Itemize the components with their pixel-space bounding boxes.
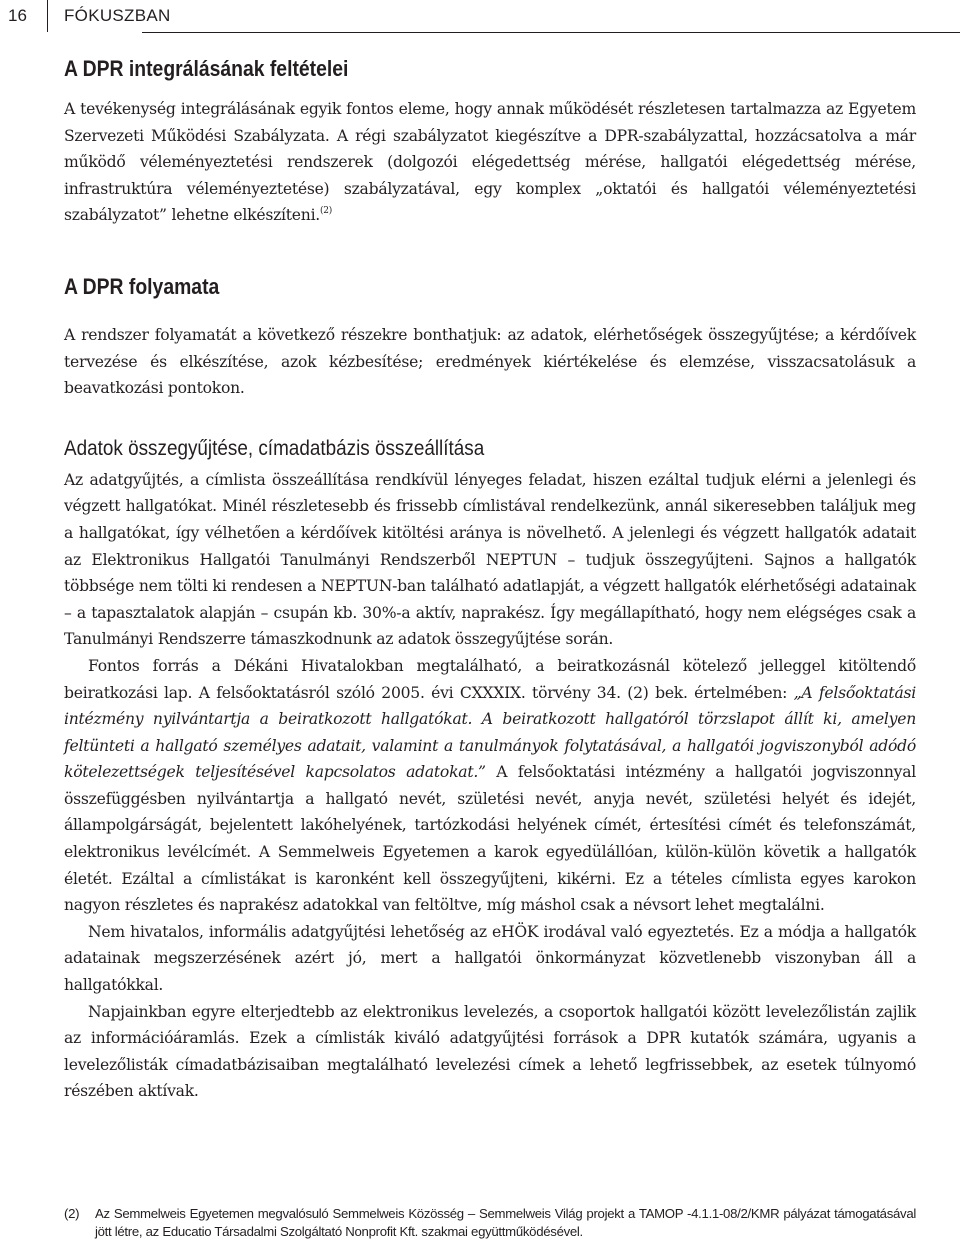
heading-dpr-process: A DPR folyamata [64, 273, 220, 299]
paragraph-dean-office-intro: Fontos forrás a Dékáni Hivatalokban megtalálható, a beiratkozásnál kötelező jelleggel kitöltendő beiratkozási lap. A felsőoktatásról szóló 2005. évi CXXXIX. törvény 34. (2) bek. értelmében: [64, 656, 916, 702]
page-header [0, 0, 960, 36]
paragraph-data-collection: Az adatgyűjtés, a címlista összeállítása rendkívül lényeges feladat, hiszen ezáltal tudjuk elérni a jelenlegi és végzett hallgatókat. Minél részletesebb és frissebb címlistával rendelkezünk, annál sikeresebben találjuk meg a hallgatókat, így vélhetően a kérdőívek kitöltési aránya is növelhető. A jelenlegi és végzett hallgatók adatait az Elektronikus Hallgatói Tanulmányi Rendszerből NEPTUN – tudjuk összegyűjteni. Sajnos a hallgatók többsége nem tölti ki rendesen a NEPTUN-ban található adatlapját, a végzett hallgatók elérhetőségi adatainak – a tapasztalatok alapján – csupán kb. 30%-a aktív, naprakész. Így megállapítható, hogy nem elégséges csak a Tanulmányi Rendszerre támaszkodnunk az adatok összegyűjtése során. [64, 470, 916, 649]
heading-data-collection: Adatok összegyűjtése, címadatbázis összeállítása [64, 436, 485, 460]
paragraph-informal-source: Nem hivatalos, informális adatgyűjtési lehetőség az eHÖK irodával való egyeztetés. Ez a módja a hallgatók adatainak megszerzésének azért jó, mert a hallgatói önkormányzat közvetlenebb viszonyban áll a hallgatókkal. [64, 922, 916, 995]
paragraph-dean-office-rest: A felsőoktatási intézmény a hallgatói jogviszonnyal összefüggésben nyilvántartja a hallgató nevét, születési nevét, anyja nevét, születési helyét és idejét, állampolgárságát, bejelentett lakóhelyének, tartózkodási helyének címét, értesítési címét és telefonszámát, elektronikus levélcímét. A Semmelweis Egyetemen a karok egyedülállóan, külön-külön követik a hallgatók életét. Ezáltal a címlistákat is karonként kell összegyűjteni, kikérni. Ez a tételes címlista egyes karokon nagyon részletes és naprakész adatokkal van feltöltve, míg máshol csak a névsort lehet megtalálni. [64, 763, 916, 915]
header-horizontal-rule [142, 32, 960, 33]
paragraph-mailing-lists: Napjainkban egyre elterjedtebb az elektronikus levelezés, a csoportok hallgatói között levelezőlistán zajlik az információáramlás. Ezek a címlisták kiváló adatgyűjtési források a DPR kutatók számára, ugyanis a levelezőlisták címadatbázisaiban megtalálható levelezési címek a lehető legfrissebbek, az esetek túlnyomó részében aktívak. [64, 1002, 916, 1101]
page-number: 16 [8, 6, 27, 25]
footnote [64, 1205, 916, 1241]
footnote-reference: (2) [320, 206, 333, 217]
paragraph-integration [64, 96, 916, 229]
section-label: FÓKUSZBAN [64, 6, 171, 25]
law-quote: „A felsőoktatási intézmény nyilvántartja a beiratkozott hallgatókat. A beiratkozott hallgatóról törzslapot állít ki, amelyen feltünteti a hallgató személyes adatait, valamint a tanulmányok folytatásával, a hallgatói jogviszonyból adódó kötelezettségek teljesítésével kapcsolatos adatokat.” [64, 683, 916, 782]
paragraph-integration-text: A tevékenység integrálásának egyik fontos eleme, hogy annak működését részletesen tartalmazza az Egyetem Szervezeti Működési Szabályzata. A régi szabályzatot kiegészítve a DPR-szabályzattal, hozzácsatolva a már működő véleményeztetési rendszerek (dolgozói elégedettség mérése, hallgatói elégedettség mérése, infrastruktúra véleményeztetése) szabályzatával, egy komplex „oktatói és hallgatói véleményeztetési szabályzatot” lehetne elkészíteni. [64, 100, 916, 225]
footnote-text: Az Semmelweis Egyetemen megvalósuló Semmelweis Közösség – Semmelweis Világ projekt a TAMOP -4.1.1-08/2/KMR pályázat támogatásával jött létre, az Educatio Társadalmi Szolgáltató Nonprofit Kft. szakmai együttműködésével. [95, 1206, 916, 1239]
paragraph-process: A rendszer folyamatát a következő részekre bonthatjuk: az adatok, elérhetőségek összegyűjtése; a kérdőívek tervezése és elkészítése, azok kézbesítése; eredmények kiértékelése és elemzése, visszacsatolásuk a beavatkozási pontokon. [64, 325, 916, 398]
article-body [64, 52, 916, 1105]
header-vertical-rule [47, 0, 48, 32]
paragraph-dean-office [64, 653, 916, 919]
footnote-number: (2) [64, 1206, 80, 1221]
heading-dpr-integration: A DPR integrálásának feltételei [64, 56, 349, 81]
